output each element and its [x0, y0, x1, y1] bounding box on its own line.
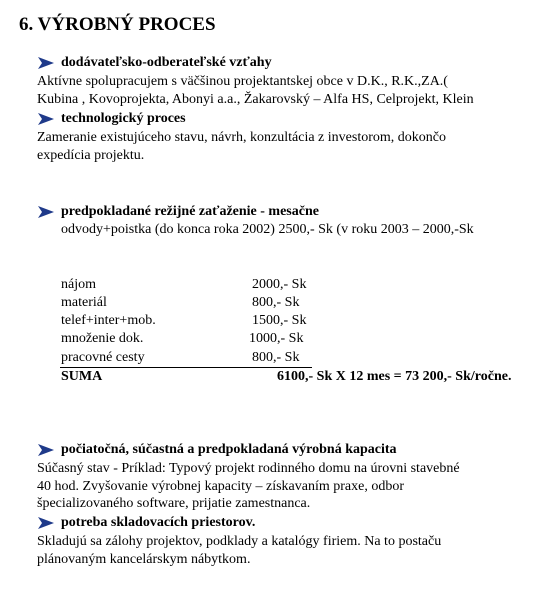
- cost-value: 800,- Sk: [252, 350, 300, 365]
- heading-storage-needs: potreba skladovacích priestorov.: [61, 515, 256, 530]
- heading-technology-process: technologický proces: [61, 111, 186, 126]
- arrow-bullet-icon: [37, 516, 55, 530]
- text-line: odvody+poistka (do konca roka 2002) 2500,- Sk (v roku 2003 – 2000,-Sk: [61, 222, 474, 237]
- text-line: Súčasný stav - Príklad: Typový projekt rodinného domu na úrovni stavebné: [37, 461, 460, 476]
- paragraph-supplier-relations: [37, 73, 536, 108]
- cost-label: materiál: [61, 295, 107, 310]
- cost-label: telef+inter+mob.: [61, 313, 156, 328]
- text-line: expedícia projektu.: [37, 147, 145, 163]
- total-label: SUMA: [61, 369, 103, 384]
- paragraph-storage-needs: [37, 533, 536, 568]
- arrow-bullet-icon: [37, 56, 55, 70]
- text-line: 40 hod. Zvyšovanie výrobnej kapacity – získavaním praxe, odbor: [37, 478, 405, 494]
- arrow-bullet-icon: [37, 443, 55, 457]
- paragraph-production-capacity: [37, 460, 536, 513]
- cost-value: 800,- Sk: [252, 295, 300, 310]
- arrow-bullet-icon: [37, 205, 55, 219]
- text-line: špecializovaného software, prijatie zamestnanca.: [37, 496, 311, 511]
- text-line: Kubina , Kovoprojekta, Abonyi a.a., Žakarovský – Alfa HS, Celprojekt, Klein: [37, 91, 474, 107]
- heading-production-capacity: počiatočná, súčastná a predpokladaná výrobná kapacita: [61, 442, 397, 457]
- cost-label: množenie dok.: [61, 331, 144, 346]
- text-line: Skladujú sa zálohy projektov, podklady a katalógy firiem. Na to postaču: [37, 534, 442, 549]
- section-title: 6. VÝROBNÝ PROCES: [19, 14, 216, 35]
- cost-label: nájom: [61, 277, 96, 292]
- total-divider: [60, 367, 312, 368]
- total-value: 6100,- Sk X 12 mes = 73 200,- Sk/ročne.: [277, 369, 512, 384]
- heading-overhead-costs: predpokladané režijné zaťaženie - mesačne: [61, 204, 319, 219]
- cost-label: pracovné cesty: [61, 350, 145, 365]
- heading-supplier-relations: dodávateľsko-odberateľské vzťahy: [61, 55, 272, 70]
- text-line: Aktívne spolupracujem s väčšinou projektantskej obce v D.K., R.K.,ZA.(: [37, 74, 448, 89]
- cost-value: 2000,- Sk: [252, 277, 307, 292]
- text-line: plánovaným kancelárskym nábytkom.: [37, 551, 251, 567]
- cost-value: 1000,- Sk: [249, 331, 304, 346]
- text-line: Zameranie existujúceho stavu, návrh, konzultácia z investorom, dokončo: [37, 130, 446, 145]
- paragraph-technology-process: [37, 129, 536, 164]
- arrow-bullet-icon: [37, 112, 55, 126]
- cost-value: 1500,- Sk: [252, 313, 307, 328]
